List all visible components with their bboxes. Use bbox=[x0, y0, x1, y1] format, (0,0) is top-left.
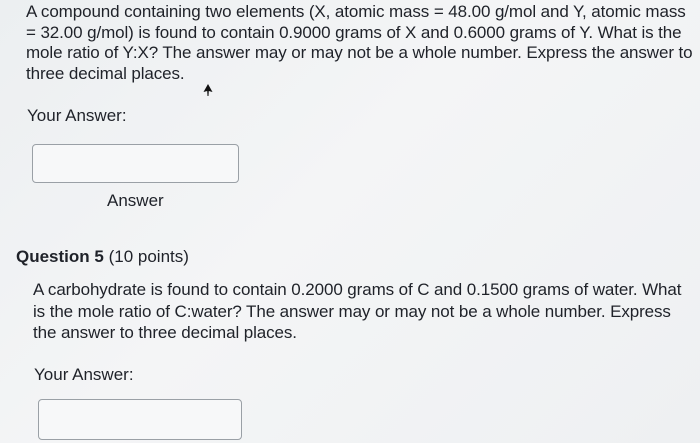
question-points: (10 points) bbox=[108, 247, 189, 266]
question-5-heading bbox=[16, 247, 189, 267]
your-answer-label: Your Answer: bbox=[34, 365, 134, 384]
question-5-text: A carbohydrate is found to contain 0.2000 grams of C and 0.1500 grams of water. What is the mole ratio of C:water? The answer may or may not be a whole number. Express the answer to three decimal places. bbox=[33, 280, 682, 342]
answer-input[interactable] bbox=[32, 144, 239, 183]
your-answer-label: Your Answer: bbox=[27, 106, 127, 125]
question-4-text: A compound containing two elements (X, atomic mass = 48.00 g/mol and Y, atomic mass = 32.00 g/mol) is found to contain 0.9000 grams of X and 0.6000 grams of Y. What is the mole ratio of Y:X? The answer may or may not be a whole number. Express the answer to three decimal places. bbox=[26, 2, 693, 83]
answer-field-label: Answer bbox=[107, 191, 164, 210]
answer-input[interactable] bbox=[38, 399, 242, 440]
mouse-pointer-icon bbox=[203, 84, 213, 96]
question-number: Question 5 bbox=[16, 247, 104, 266]
